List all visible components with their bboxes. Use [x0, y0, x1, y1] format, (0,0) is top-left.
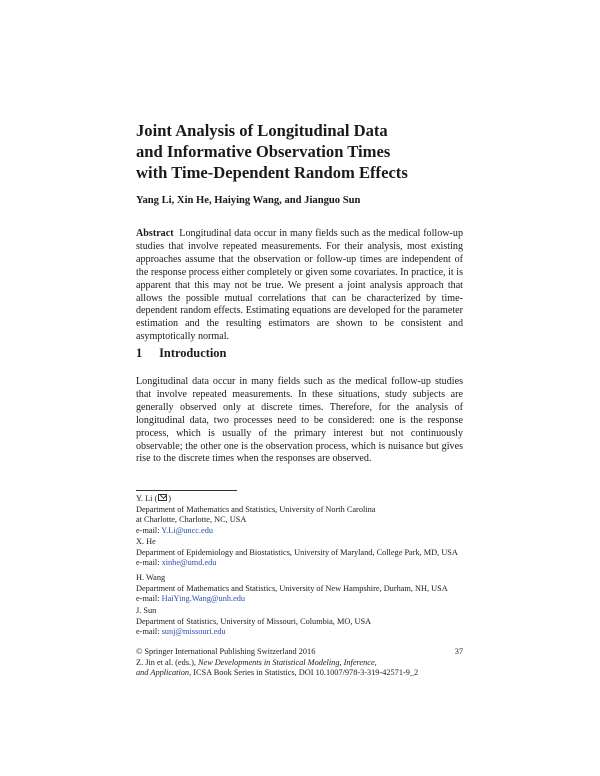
section-title: Introduction [159, 346, 227, 360]
email-label: e-mail: [136, 627, 162, 636]
email-link[interactable]: Y.Li@uncc.edu [161, 525, 213, 535]
affiliation-line: Department of Mathematics and Statistics, University of North Carolina [136, 504, 376, 514]
affiliation-line: Department of Epidemiology and Biostatistics, University of Maryland, College Park, MD, USA [136, 547, 458, 557]
introduction-paragraph: Longitudinal data occur in many fields such as the medical follow-up studies that involve repeated measurements. In these situations, study subjects are generally observed only at discrete times. Therefore, for the analysis of longitudinal data, two processes need to be considered: one is the response process, which is usually of the primary interest but not continuously observable; the other one is the observation process, which is nuisance but gives rise to the discrete times when the responses are observed. [136, 376, 463, 465]
title-line: Joint Analysis of Longitudinal Data [136, 121, 388, 140]
author-list: Yang Li, Xin He, Haiying Wang, and Jianguo Sun [136, 195, 361, 206]
author-affiliation-sun [136, 606, 476, 638]
page-number: 37 [454, 647, 463, 656]
author-name-close: ) [168, 494, 172, 503]
section-heading [136, 346, 463, 361]
envelope-icon [158, 494, 167, 501]
email-label: e-mail: [136, 525, 162, 535]
author-affiliation-li [136, 494, 476, 536]
footnote-divider [136, 490, 237, 491]
citation-line-2 [136, 668, 463, 679]
citation-line-1: Z. Jin et al. (eds.), New Developments in Statistical Modeling, Inference, [136, 657, 377, 667]
email-link[interactable]: sunj@missouri.edu [161, 627, 226, 636]
publication-info [136, 647, 463, 679]
author-affiliation-wang [136, 573, 476, 605]
email-link[interactable]: HaiYing.Wang@unh.edu [161, 594, 246, 603]
paper-title [136, 120, 463, 183]
author-name: H. Wang [136, 573, 166, 582]
author-affiliation-he [136, 537, 476, 569]
email-label: e-mail: [136, 594, 162, 603]
book-title-part-1: New Developments in Statistical Modeling, Inference [197, 657, 375, 667]
book-title-part-2: and Application [136, 668, 190, 677]
copyright-notice: © Springer International Publishing Switzerland 2016 [136, 647, 316, 656]
abstract-label: Abstract [136, 228, 174, 239]
author-name: J. Sun [136, 606, 157, 615]
title-line: with Time-Dependent Random Effects [136, 163, 408, 182]
author-name: Y. Li ( [136, 494, 158, 503]
citation-prefix: Z. Jin et al. (eds.), [136, 657, 198, 667]
title-line: and Informative Observation Times [136, 142, 391, 161]
email-label: e-mail: [136, 558, 162, 567]
section-number: 1 [136, 346, 143, 360]
affiliation-line: Department of Mathematics and Statistics, University of New Hampshire, Durham, NH, USA [136, 583, 448, 593]
affiliation-line: Department of Statistics, University of Missouri, Columbia, MO, USA [136, 616, 372, 626]
affiliation-line: at Charlotte, Charlotte, NC, USA [136, 515, 247, 524]
author-name: X. He [136, 537, 156, 546]
citation-suffix: , ICSA Book Series in Statistics, DOI 10.1007/978-3-319-42571-9_2 [189, 668, 419, 677]
email-link[interactable]: xinhe@umd.edu [161, 558, 217, 567]
abstract [136, 228, 463, 344]
abstract-text: Longitudinal data occur in many fields such as the medical follow-up studies that involve repeated measurements. For their analysis, most existing approaches assume that the observation or follow-up times are independent of the response process either completely or given some covariates. In practice, it is apparent that this may not be true. We present a joint analysis approach that allows the possible mutual correlations that can be characterized by time-dependent random effects. Estimating equations are developed for the parameter estimation and the resulting estimators are shown to be consistent and asymptotically normal. [136, 228, 463, 343]
